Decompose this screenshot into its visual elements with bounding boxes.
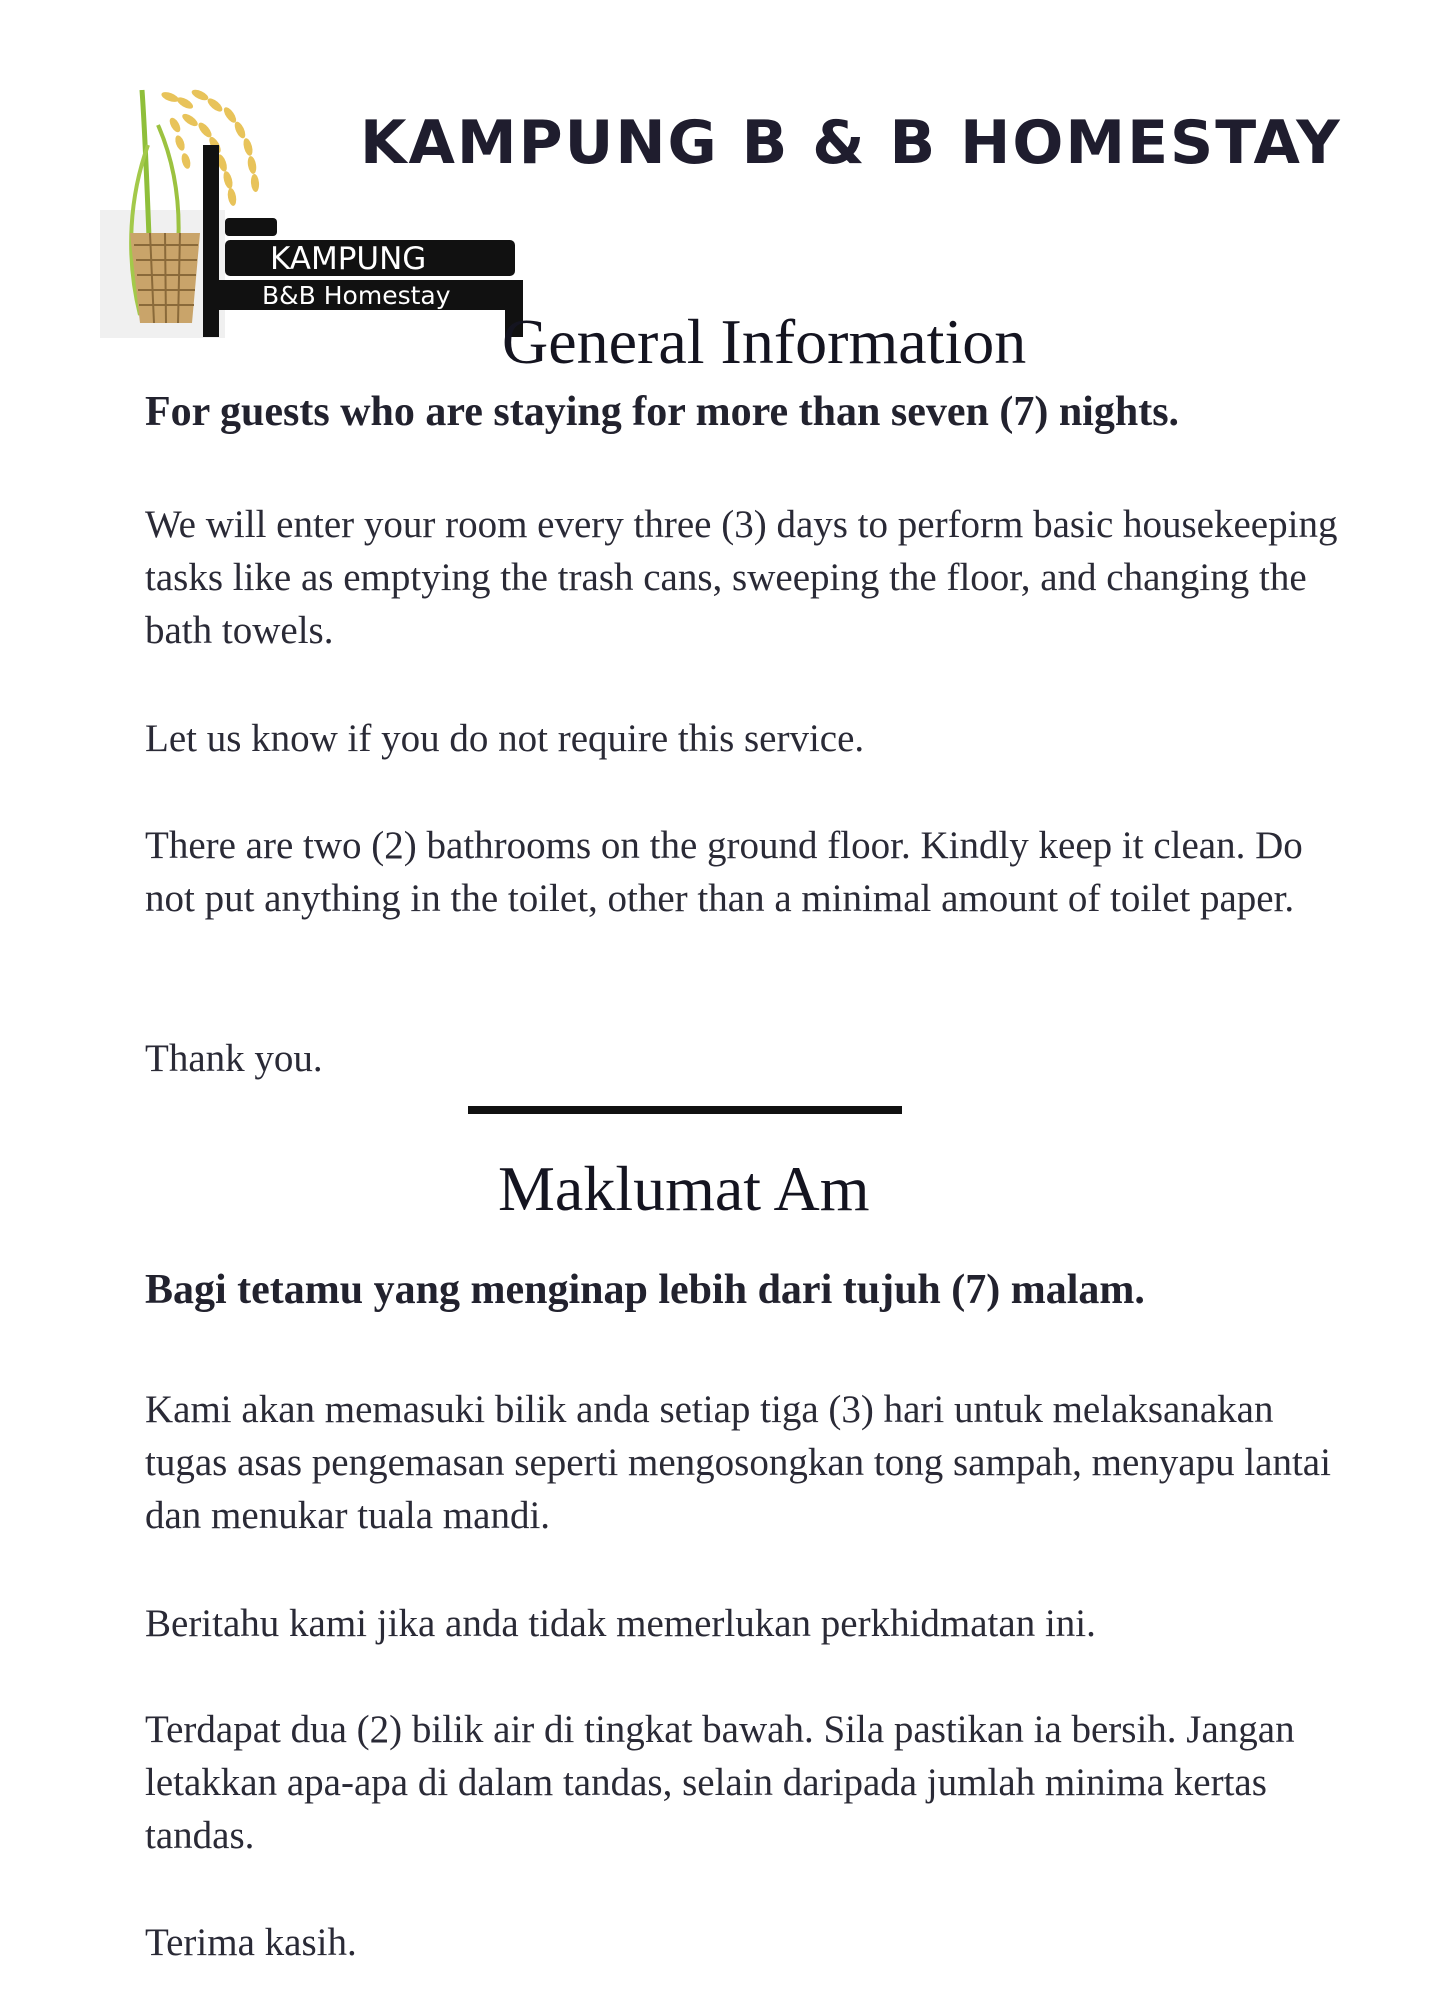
page-header: KAMPUNG B & B HOMESTAY (360, 108, 1342, 178)
paragraph-bilik-air: Terdapat dua (2) bilik air di tingkat bawah. Sila pastikan ia bersih. Jangan letakkan apa-apa di dalam tandas, selain daripada jumlah minima kertas tandas. (145, 1708, 1295, 1857)
subheading-english: For guests who are staying for more than seven (7) nights. (145, 389, 1180, 435)
paragraph-perkhidmatan: Beritahu kami jika anda tidak memerlukan perkhidmatan ini. (145, 1602, 1096, 1645)
paragraph-pengemasan: Kami akan memasuki bilik anda setiap tiga (3) hari untuk melaksanakan tugas asas pengemasan seperti mengosongkan tong sampah, menyapu lantai dan menukar tuala mandi. (145, 1388, 1331, 1537)
section-title-english: General Information (502, 306, 1027, 377)
section-title-malay: Maklumat Am (498, 1153, 870, 1224)
paragraph-thanks: Thank you. (145, 1037, 323, 1080)
paragraph-housekeeping: We will enter your room every three (3) days to perform basic housekeeping tasks like as emptying the trash cans, sweeping the floor, and changing the bath towels. (145, 503, 1338, 652)
subheading-malay: Bagi tetamu yang menginap lebih dari tujuh (7) malam. (145, 1267, 1145, 1313)
logo-line2: B&B Homestay (262, 281, 451, 310)
paragraph-terima-kasih: Terima kasih. (145, 1921, 357, 1964)
section-divider (468, 1106, 902, 1114)
logo-line1: KAMPUNG (270, 241, 427, 277)
paragraph-service-notice: Let us know if you do not require this service. (145, 717, 865, 760)
paragraph-bathrooms: There are two (2) bathrooms on the ground floor. Kindly keep it clean. Do not put anything in the toilet, other than a minimal amount of toilet paper. (145, 824, 1303, 920)
